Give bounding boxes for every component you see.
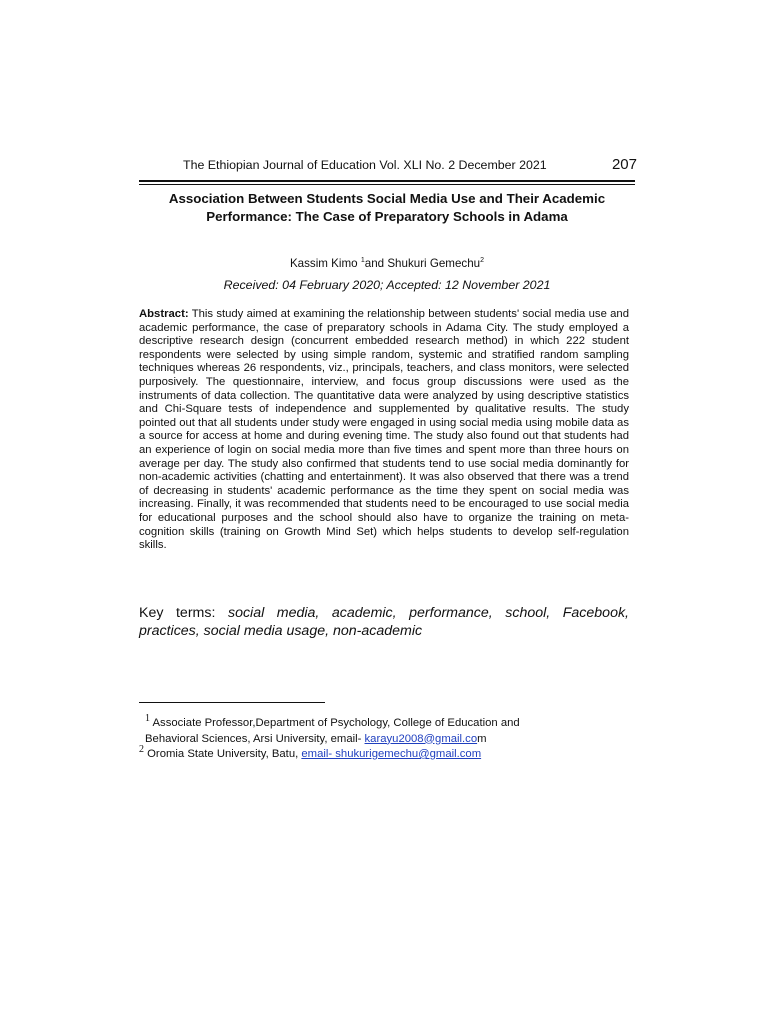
footnote-1 bbox=[139, 713, 635, 732]
key-terms-list: social media, academic, performance, school, Facebook, practices, social media usage, non-academic bbox=[139, 605, 629, 639]
article-title: Association Between Students Social Media Use and Their Academic Performance: The Case of Preparatory Schools in Adama bbox=[168, 191, 606, 224]
footnote-1-email-link[interactable]: karayu2008@gmail.co bbox=[364, 732, 478, 745]
author-line bbox=[139, 257, 635, 270]
running-header bbox=[139, 156, 639, 178]
footnote-1-number: 1 bbox=[145, 713, 150, 725]
footnote-2-email-link[interactable]: email- shukurigemechu@gmail.com bbox=[301, 748, 482, 760]
author-1-marker: 1 bbox=[360, 257, 365, 265]
footnotes bbox=[139, 713, 635, 763]
page-number: 207 bbox=[611, 156, 637, 173]
footnote-rule bbox=[139, 702, 325, 703]
footnote-1-affiliation: ,Department of Psychology, College of Education and bbox=[252, 717, 520, 729]
author-1: Kassim Kimo bbox=[289, 257, 358, 270]
author-2-marker: 2 bbox=[480, 257, 485, 265]
author-2: and Shukuri Gemechu bbox=[364, 257, 481, 270]
key-terms-label: Key terms bbox=[139, 605, 212, 621]
footnote-2-number: 2 bbox=[139, 744, 144, 756]
journal-name: The Ethiopian Journal of Education Vol. XLI No. 2 December 2021 bbox=[183, 158, 547, 172]
footnote-1-continued bbox=[139, 732, 635, 748]
footnote-1-email-tail: m bbox=[477, 732, 487, 745]
key-terms bbox=[139, 604, 629, 640]
abstract bbox=[139, 308, 629, 553]
abstract-text: This study aimed at examining the relationship between students' social media use and academic performance, the case of preparatory schools in Adama City. The study employed a descriptive research design (concurrent embedded research method) in which 222 student respondents were selected by using simple random, systemic and stratified random sampling techniques whereas 26 respondents, viz., principals, teachers, and class monitors, were selected purposively. The questionnaire, interview, and focus group discussions were used as the instruments of data collection. The quantitative data were analyzed by using descriptive statistics and Chi-Square tests of independence and supplemented by qualitative results. The study pointed out that all students under study were engaged in using social media using mobile data as a source for access at home and during evening time. The study also found out that students had an experience of login on social media more than five times and spent more than three hours on average per day. The study also confirmed that students tend to use social media dominantly for non-academic activities (chatting and entertainment). It was also observed that there was a trend of decreasing in students' academic performance as the time they spent on social media was increasing. Finally, it was recommended that students need to be encouraged to use social media for educational purposes and the school should also have to organize the training on meta-cognition skills (training on Growth Mind Set) which helps students to develop self-regulation skills. bbox=[139, 308, 629, 552]
footnote-1-university: Behavioral Sciences, Arsi University, email- bbox=[145, 732, 365, 745]
footnote-2-affiliation: Oromia State University, Batu, bbox=[147, 748, 302, 760]
key-terms-separator: : bbox=[211, 605, 216, 621]
abstract-label: Abstract: bbox=[139, 308, 189, 320]
received-accepted-dates: Received: 04 February 2020; Accepted: 12 November 2021 bbox=[223, 278, 551, 292]
footnote-2 bbox=[139, 744, 635, 763]
header-rule-thick bbox=[139, 180, 635, 182]
footnote-1-title: Associate Professor bbox=[152, 717, 253, 729]
header-rule-thin bbox=[139, 184, 635, 185]
